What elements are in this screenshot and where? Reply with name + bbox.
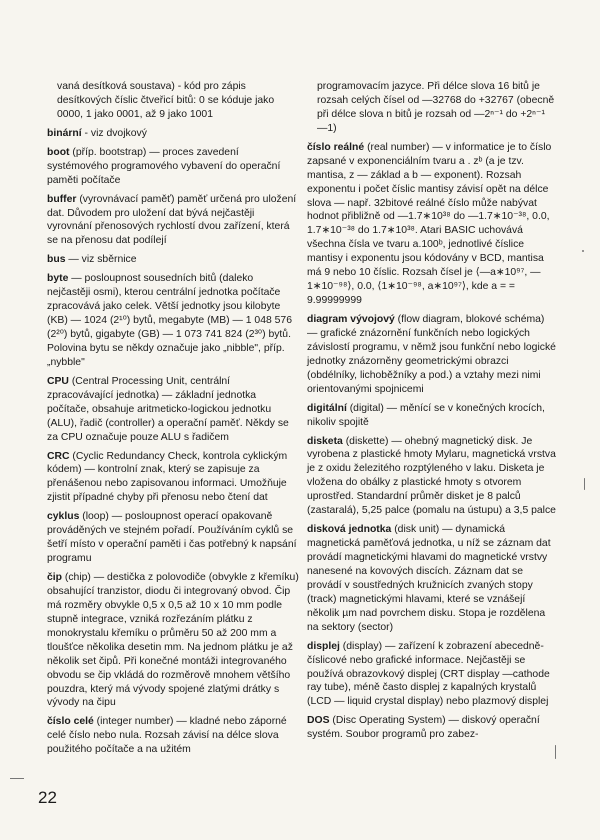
glossary-term: bus (47, 254, 66, 266)
glossary-entry (307, 313, 557, 397)
glossary-term: buffer (47, 193, 77, 205)
scan-speck (555, 745, 556, 759)
glossary-term: CPU (47, 375, 69, 387)
glossary-definition: (real number) — v informatice je to číslo zapsané v exponenciálním tvaru a . zᵇ (a je tzv. mantisa, z — základ a b — exponent). Rozsah exponentu i počet číslic mantisy závisí opět na délce slova — např. 32bitové reálné číslo může nabývat hodnot přibližně od —1.7∗10³⁸ do —1.7∗10⁻³⁸, 0.0, 1.7∗10⁻³⁸ do 1.7∗10³⁸. Atari BASIC uchovává všechna čísla ve tvaru a.100ᵇ, jednotlivé číslice mantisy i exponentu jsou kódovány v BCD, mantisa má 9 nebo 10 číslic. Rozsah čísel je ⟨—a∗10⁹⁷, —1∗10⁻⁹⁸⟩, 0.0, ⟨1∗10⁻⁹⁸, a∗10⁹⁷⟩, kde a = = 9.99999999 (307, 141, 552, 307)
glossary-definition: (vyrovnávací paměť) paměť určená pro uložení dat. Důvodem pro uložení dat bývá nejčastěji vyrovnání přenosových rychlostí dvou zařízení, která se na přenosu dat podílejí (47, 193, 297, 247)
glossary-entry (307, 435, 557, 519)
scan-speck (582, 250, 584, 252)
page-number: 22 (38, 788, 57, 807)
glossary-entry (307, 640, 557, 710)
glossary-term: CRC (47, 450, 70, 462)
glossary-entry (47, 127, 299, 141)
glossary-definition: — viz sběrnice (65, 254, 137, 266)
glossary-term: digitální (307, 402, 347, 414)
left-column (47, 80, 299, 762)
right-column (307, 80, 557, 747)
glossary-term: čip (47, 572, 63, 583)
glossary-entry (47, 450, 299, 506)
glossary-term: binární (47, 127, 82, 139)
glossary-term: diagram vývojový (307, 314, 395, 325)
glossary-entry (307, 714, 557, 742)
glossary-entry (307, 141, 557, 308)
glossary-definition: - viz dvojkový (81, 127, 147, 139)
glossary-definition: programovacím jazyce. Při délce slova 16 bitů je rozsah celých čísel od —32768 do +32767 (obecně při délce slova n bitů je rozsah od —2ⁿ⁻¹ do +2ⁿ⁻¹ —1) (317, 81, 555, 134)
glossary-entry (307, 402, 557, 430)
glossary-definition: (disk unit) — dynamická magnetická paměťová jednotka, u níž se záznam dat provádí magnetickými hlavami do magnetické vrstvy nanesené na kovových discích. Záznam dat se provádí v soustředných kružnicích zvaných stopy (track) magnetickými hlavami, které se vznášejí několik µm nad povrchem disku. Stopa je rozdělena na sektory (sector) (307, 524, 551, 633)
glossary-definition: (chip) — destička z polovodiče (obvykle z křemíku) obsahující tranzistor, diodu či integrovaný obvod. Čip má rozměry obvykle 0,5 x 0,5 až 10 x 10 mm podle stupně integrace, vzniká rozřezáním plátku z monokrystalu křemíku o průměru 50 až 200 mm a tloušťce několika desetin mm. Na jednom plátku je až několik set čipů. Při konečné montáži integrovaného obvodu se čip vkládá do rozměrově mnohem většího pouzdra, který má vývody spojené zlatými drátky s vývody na čipu (47, 572, 299, 709)
glossary-definition: (Disc Operating System) — diskový operační systém. Soubor programů pro zabez- (307, 715, 540, 741)
glossary-definition: (display) — zařízení k zobrazení abecedně-číslicové nebo grafické informace. Nejčastěji se používá obrazovkový displej (CRT display —cathode ray tube), méně často displej z kapalných krystalů (LCD — liquid crystal display) nebo plazmový displej (307, 640, 550, 708)
glossary-entry-continuation (307, 80, 557, 136)
glossary-term: disketa (307, 435, 343, 447)
glossary-definition: — posloupnost sousedních bitů (daleko nejčastěji osmi), kterou centrální jednotka počítače zpracovává jako celek. Větší jednotky jsou kilobyte (KB) — 1024 (2¹⁰) bytů, megabyte (MB) — 1 048 576 (2²⁰) bytů, gigabyte (GB) — 1 073 741 824 (2³⁰) bytů. Polovina bytu se někdy označuje jako „nibble", příp. „nybble" (47, 273, 292, 368)
glossary-definition: (flow diagram, blokové schéma) — grafické znázornění funkčních nebo logických závislostí programu, v němž jsou funkční nebo logické jednotky znázorněny geometrickými obrazci (obdélníky, lichoběžníky a pod.) a vztahy mezi nimi orientovanými spojnicemi (307, 314, 556, 395)
glossary-entry (47, 510, 299, 566)
glossary-definition: vaná desítková soustava) - kód pro zápis desítkových číslic čtveřicí bitů: 0 se kóduje jako 0000, 1 jako 0001, až 9 jako 1001 (57, 81, 275, 120)
glossary-entry (47, 193, 299, 249)
margin-mark (10, 778, 24, 779)
glossary-definition: (diskette) — ohebný magnetický disk. Je vyrobena z plastické hmoty Mylaru, magnetická vrstva je z oxidu železitého rozptýleného v laku. Disketa je vložena do obálky z plastické hmoty s otvorem uprostřed. Standardní průměr disket je 8 palců (zastaralá), 5,25 palce (pomalu na ústupu) a 3,5 palce (307, 435, 556, 517)
glossary-entry (47, 272, 299, 370)
glossary-definition: (loop) — posloupnost operací opakovaně prováděných ve stejném pořadí. Používáním cyklů se šetří místo v operační paměti i čas potřebný k napsání programu (47, 511, 297, 565)
glossary-term: byte (47, 273, 69, 285)
scan-speck (584, 478, 585, 490)
glossary-entry (307, 523, 557, 635)
glossary-entry (47, 146, 299, 188)
glossary-entry-continuation (47, 80, 299, 122)
glossary-entry (47, 253, 299, 267)
glossary-entry (47, 715, 299, 757)
glossary-term: boot (47, 146, 70, 158)
glossary-term: disková jednotka (307, 524, 392, 536)
glossary-term: cyklus (47, 511, 80, 523)
glossary-entry (47, 571, 299, 710)
glossary-term: displej (307, 640, 340, 652)
glossary-definition: (integer number) — kladné nebo záporné celé číslo nebo nula. Rozsah závisí na délce slova použitého počítače a na užitém (47, 716, 287, 756)
glossary-term: DOS (307, 715, 330, 727)
glossary-definition: (Central Processing Unit, centrální zpracovávající jednotka) — základní jednotka počítače, obsahuje aritmeticko-logickou jednotku (ALU), řadič (controller) a operační paměť. Někdy se za CPU označuje pouze ALU s řadičem (47, 375, 289, 443)
glossary-definition: (příp. bootstrap) — proces zavedení systémového programového vybavení do operační paměti počítače (47, 146, 281, 186)
glossary-term: číslo reálné (307, 141, 365, 153)
glossary-entry (47, 375, 299, 445)
glossary-definition: (Cyclic Redundancy Check, kontrola cyklickým kódem) — kontrolní znak, který se zapisuje za přenášenou nebo zapisovanou informaci. Umožňuje zjistit případné chyby při přenosu nebo čtení dat (47, 450, 288, 504)
glossary-term: číslo celé (47, 716, 94, 728)
glossary-definition: (digital) — měnící se v konečných krocích, nikoliv spojitě (307, 402, 545, 428)
